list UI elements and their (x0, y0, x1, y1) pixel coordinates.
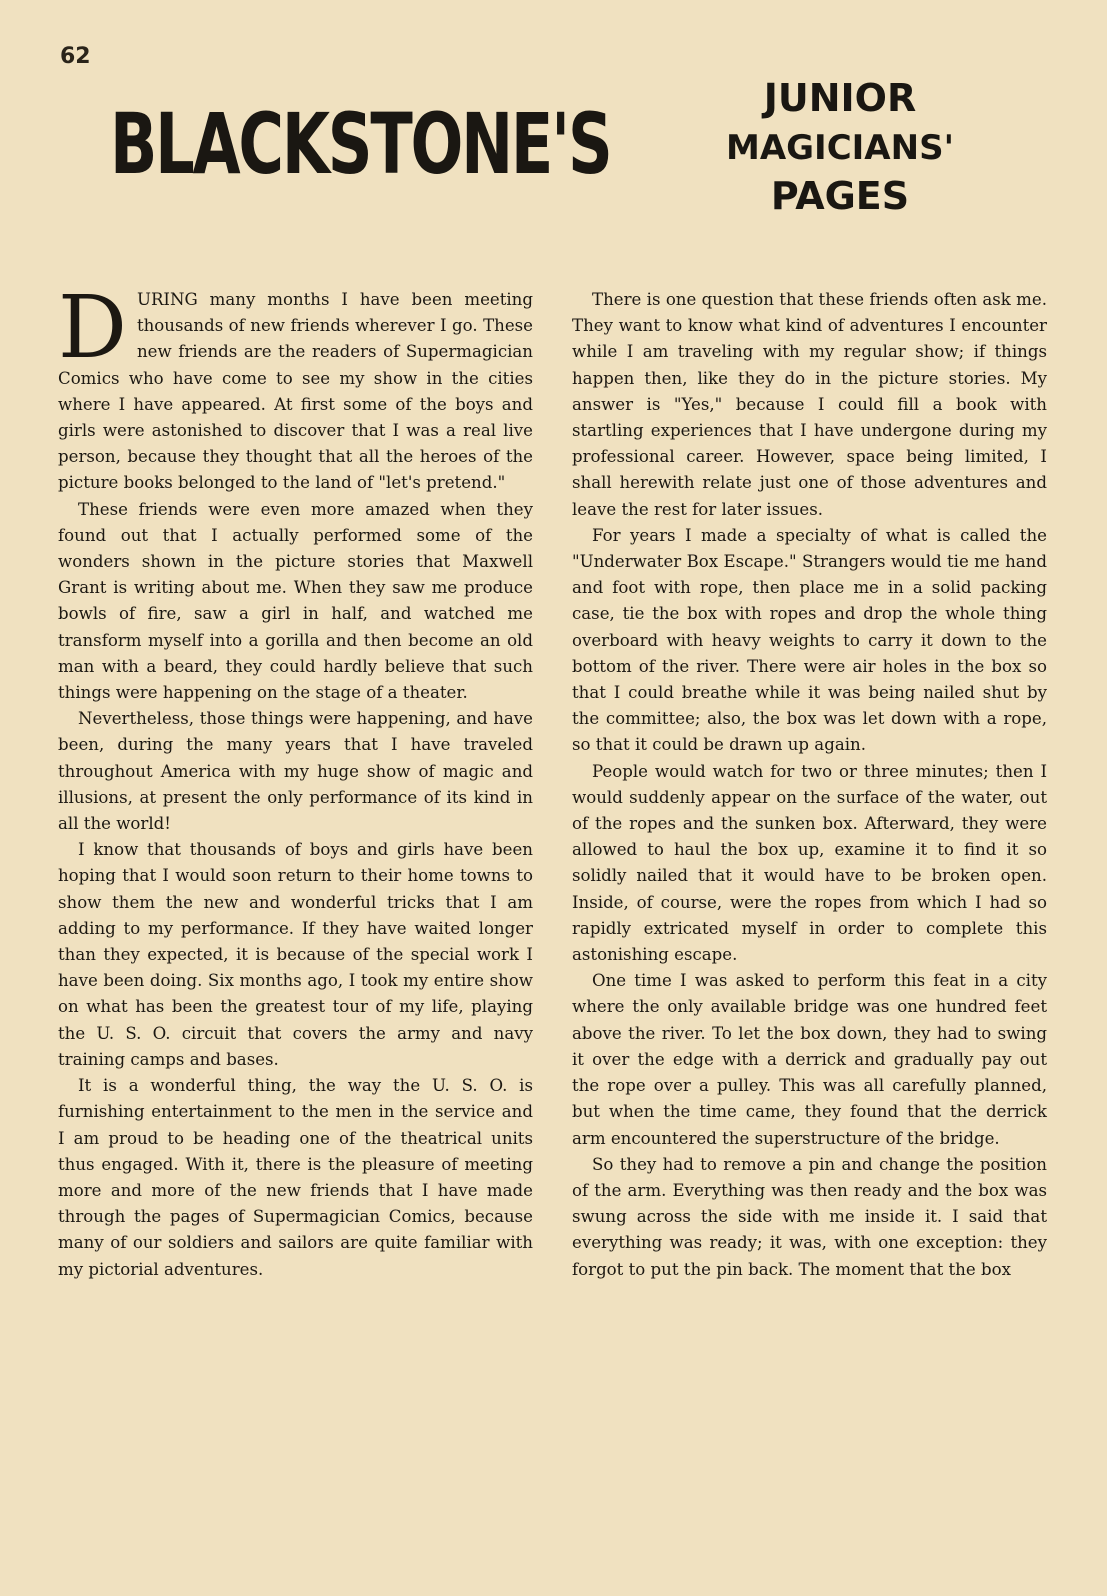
subtitle-line-1: JUNIOR (763, 76, 917, 120)
page-subtitle (700, 76, 980, 220)
subtitle-line-2: MAGICIANS' (726, 127, 954, 168)
paragraph: There is one question that these friends often ask me. They want to know what kind of adventures I encounter while I am traveling with my regular show; if things happen then, like they do in the picture stories. My answer is "Yes," because I could fill a book with startling experiences that I have undergone during my professional career. However, space being limited, I shall herewith relate just one of those adventures and leave the rest for later issues. (572, 290, 1047, 519)
paragraph: One time I was asked to perform this feat in a city where the only available bridge was one hundred feet above the river. To let the box down, they had to swing it over the edge with a derrick and gradually pay out the rope over a pulley. This was all carefully planned, but when the time came, they found that the derrick arm encountered the superstructure of the bridge. (572, 971, 1047, 1148)
paragraph: So they had to remove a pin and change the position of the arm. Everything was then ready and the box was swung across the side with me inside it. I said that everything was ready; it was, with one exception: they forgot to put the pin back. The moment that the box (572, 1154, 1047, 1279)
paragraph: These friends were even more amazed when they found out that I actually performed some of the wonders shown in the picture stories that Maxwell Grant is writing about me. When they saw me produce bowls of fire, saw a girl in half, and watched me transform myself into a gorilla and then become an old man with a beard, they could hardly believe that such things were happening on the stage of a theater. (58, 499, 533, 703)
paragraph: I know that thousands of boys and girls have been hoping that I would soon return to their home towns to show them the new and wonderful tricks that I am adding to my performance. If they have waited longer than they expected, it is because of the special work I have been doing. Six months ago, I took my entire show on what has been the greatest tour of my life, playing the U. S. O. circuit that covers the army and navy training camps and bases. (58, 840, 533, 1069)
article-right-column (572, 287, 1047, 1283)
article-left-column (58, 278, 533, 1283)
paragraph: People would watch for two or three minutes; then I would suddenly appear on the surface of the water, out of the ropes and the sunken box. Afterward, they were allowed to haul the box up, examine it to find it so solidly nailed that it would have to be broken open. Inside, of course, were the ropes from which I had so rapidly extricated myself in order to complete this astonishing escape. (572, 761, 1047, 965)
paragraph-text: URING many months I have been meeting thousands of new friends wherever I go. These new friends are the readers of Supermagician Comics who have come to see my show in the cities where I have appeared. At first some of the boys and girls were astonished to discover that I was a real live person, because they thought that all the heroes of the picture books belonged to the land of "let's pretend." (58, 290, 533, 493)
paragraph: For years I made a specialty of what is called the "Underwater Box Escape." Strangers would tie me hand and foot with rope, then place me in a solid packing case, tie the box with ropes and drop the whole thing overboard with heavy weights to carry it down to the bottom of the river. There were air holes in the box so that I could breathe while it was being nailed shut by the committee; also, the box was let down with a rope, so that it could be drawn up again. (572, 525, 1047, 755)
subtitle-line-3: PAGES (770, 174, 910, 219)
paragraph: Nevertheless, those things were happening, and have been, during the many years that I have traveled throughout America with my huge show of magic and illusions, at present the only performance of its kind in all the world! (58, 709, 533, 834)
page-title: BLACKSTONE'S (110, 95, 611, 193)
paragraph (58, 278, 533, 497)
drop-cap: D (58, 278, 127, 378)
paragraph: It is a wonderful thing, the way the U. S. O. is furnishing entertainment to the men in the service and I am proud to be heading one of the theatrical units thus engaged. With it, there is the pleasure of meeting more and more of the new friends that I have made through the pages of Supermagician Comics, because many of our soldiers and sailors are quite familiar with my pictorial adventures. (58, 1076, 533, 1279)
page-number: 62 (60, 44, 91, 69)
